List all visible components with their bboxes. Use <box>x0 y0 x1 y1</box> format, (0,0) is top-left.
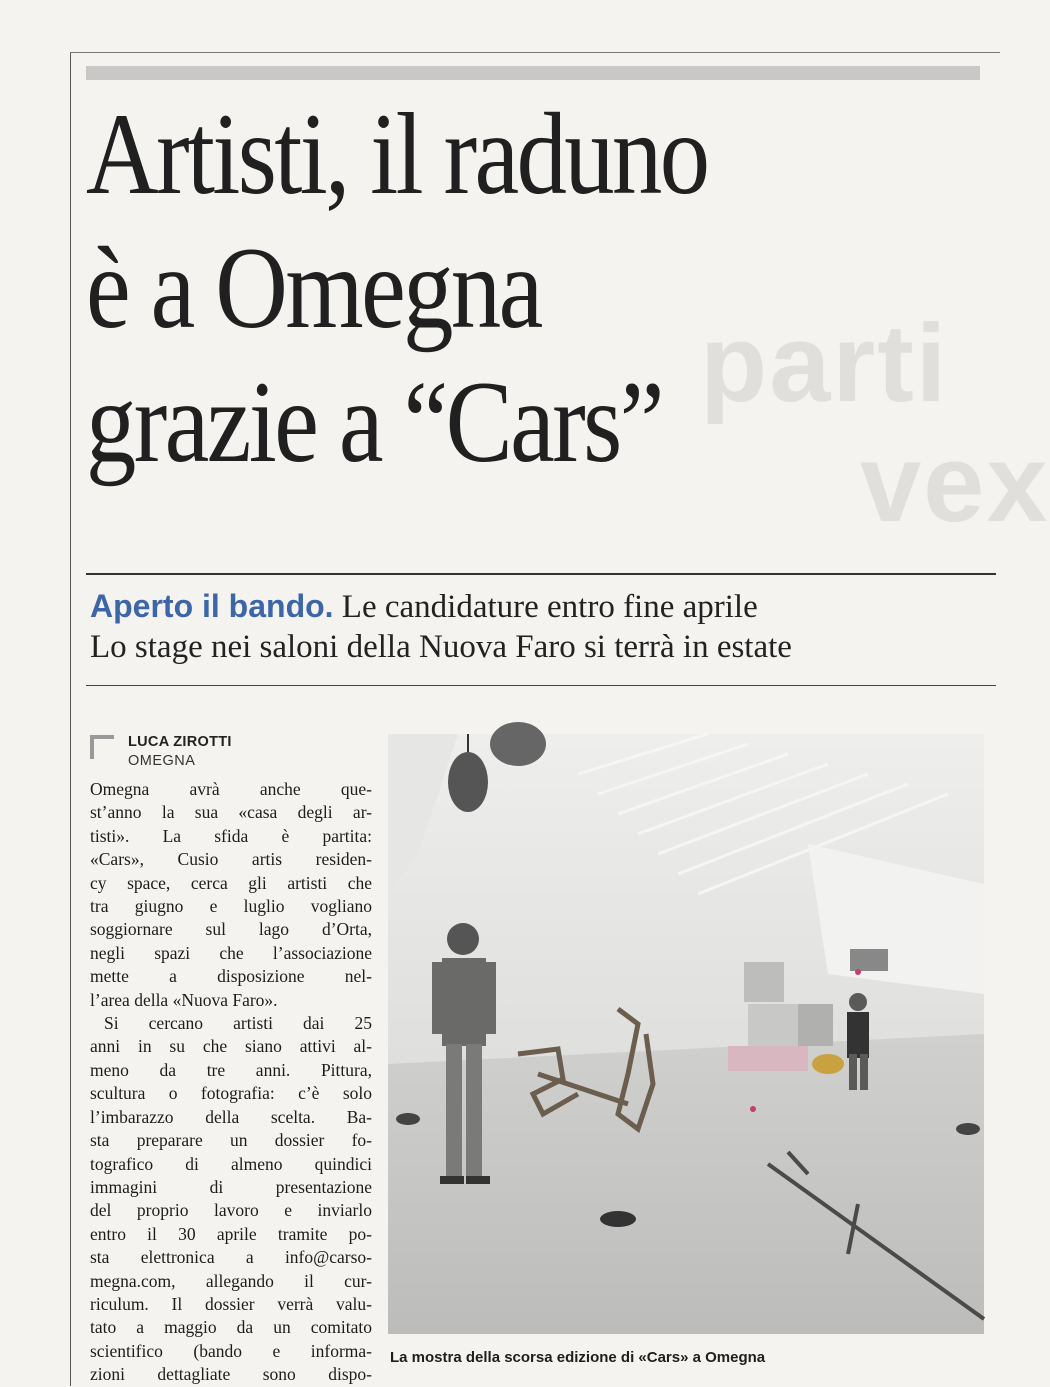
body-line: tato a maggio da un comitato <box>90 1317 372 1338</box>
body-line: zioni dettagliate sono dispo- <box>90 1364 372 1385</box>
body-line: mette a disposizione nel- <box>90 966 372 987</box>
byline-mark <box>90 735 114 759</box>
exhibition-photo <box>388 734 984 1334</box>
body-line: cy space, cerca gli artisti che <box>90 872 372 893</box>
body-line: anni in su che siano attivi al- <box>90 1036 372 1057</box>
subheadline <box>90 586 1000 667</box>
byline-place: OMEGNA <box>128 753 196 769</box>
byline <box>128 733 232 771</box>
header-band <box>86 66 980 80</box>
headline-line: Artisti, il raduno <box>86 90 708 219</box>
body-line: meno da tre anni. Pittura, <box>90 1059 372 1080</box>
body-line: sta preparare un dossier fo- <box>90 1130 372 1151</box>
headline-line: è a Omegna <box>86 224 541 353</box>
body-line: tra giugno e luglio vogliano <box>90 896 372 917</box>
body-line: Omegna avrà anche que- <box>90 779 372 799</box>
body-line: «Cars», Cusio artis residen- <box>90 849 372 870</box>
body-line: tisti». La sfida è partita: <box>90 825 372 846</box>
bleed-through-text: vex <box>860 422 1050 545</box>
headline <box>86 88 869 490</box>
body-line: scultura o fotografia: c’è solo <box>90 1083 372 1104</box>
subhead-line-2: Lo stage nei saloni della Nuova Faro si terrà in estate <box>90 629 792 665</box>
body-line: riculum. Il dossier verrà valu- <box>90 1293 372 1314</box>
subhead-line-1: Le candidature entro fine aprile <box>341 589 758 625</box>
body-line: l’area della «Nuova Faro». <box>90 989 278 1010</box>
body-line: l’imbarazzo della scelta. Ba- <box>90 1106 372 1127</box>
body-line: negli spazi che l’associazione <box>90 942 372 963</box>
page-top-edge <box>70 52 1000 53</box>
headline-line: grazie a “Cars” <box>86 358 662 487</box>
body-line: del proprio lavoro e inviarlo <box>90 1200 372 1221</box>
body-line: megna.com, allegando il cur- <box>90 1270 372 1291</box>
body-line: soggiornare sul lago d’Orta, <box>90 919 372 940</box>
article-body <box>90 778 372 1387</box>
body-line: sta elettronica a info@carso- <box>90 1247 372 1268</box>
body-line: scientifico (bando e informa- <box>90 1340 372 1361</box>
subhead-kicker: Aperto il bando. <box>90 588 334 624</box>
subhead-rule <box>86 685 996 686</box>
byline-author: LUCA ZIROTTI <box>128 734 232 750</box>
body-line: immagini di presentazione <box>90 1176 372 1197</box>
photo-caption: La mostra della scorsa edizione di «Cars» a Omegna <box>390 1349 766 1366</box>
body-line: st’anno la sua «casa degli ar- <box>90 802 372 823</box>
page-edge <box>70 52 71 1386</box>
headline-rule <box>86 573 996 575</box>
bleed-through-text: parti <box>700 302 949 425</box>
body-line: entro il 30 aprile tramite po- <box>90 1223 372 1244</box>
body-line: Si cercano artisti dai 25 <box>104 1013 372 1034</box>
body-line: tografico di almeno quindici <box>90 1153 372 1174</box>
